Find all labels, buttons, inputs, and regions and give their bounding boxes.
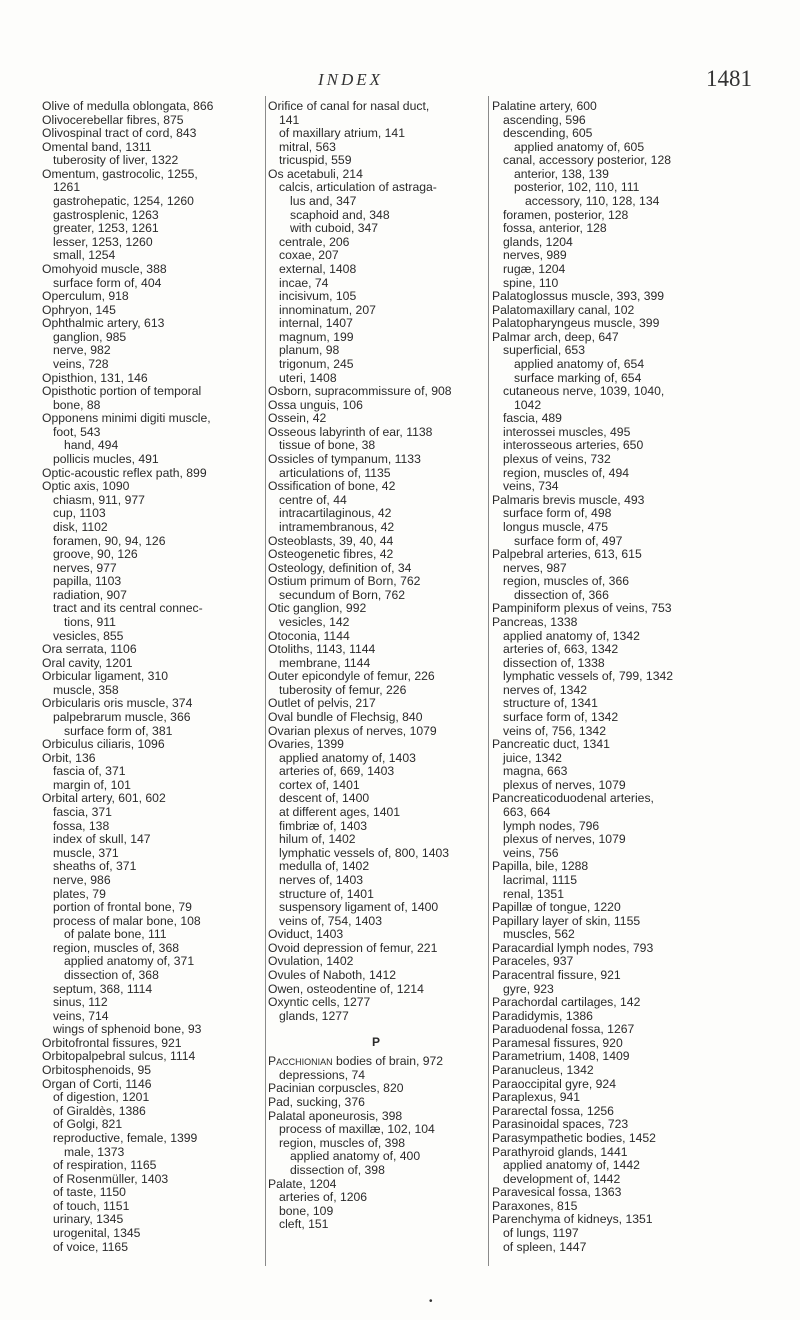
index-entry: tions, 911 — [64, 614, 116, 629]
index-entry: applied anatomy of, 605 — [514, 139, 645, 154]
index-entry: papilla, 1103 — [53, 574, 122, 589]
index-entry: Palatine artery, 600 — [492, 100, 597, 113]
index-entry: lacrimal, 1115 — [503, 872, 578, 887]
index-entry: surface marking of, 654 — [514, 370, 642, 385]
index-entry: intramembranous, 42 — [279, 519, 395, 534]
index-entry: applied anatomy of, 1403 — [279, 750, 416, 765]
index-entry: Ora serrata, 1106 — [42, 642, 137, 657]
index-entry: Parathyroid glands, 1441 — [492, 1144, 628, 1159]
index-entry: lymphatic vessels of, 800, 1403 — [279, 845, 450, 860]
index-entry: fascia of, 371 — [53, 764, 126, 779]
index-entry: Orbicular ligament, 310 — [42, 669, 168, 684]
index-entry: muscle, 371 — [53, 845, 119, 860]
index-entry: region, muscles of, 398 — [279, 1135, 406, 1150]
index-entry: calcis, articulation of astraga- — [279, 180, 437, 195]
index-entry: cup, 1103 — [53, 506, 106, 521]
index-entry: Olivospinal tract of cord, 843 — [42, 126, 197, 141]
index-entry: gastrohepatic, 1254, 1260 — [53, 194, 194, 209]
index-entry: plexus of veins, 732 — [503, 452, 611, 467]
index-entry: Ovulation, 1402 — [268, 954, 354, 969]
index-entry: Paracentral fissure, 921 — [492, 968, 621, 982]
index-entry: Paradidymis, 1386 — [492, 1008, 593, 1023]
index-entry: Osteology, definition of, 34 — [268, 560, 412, 575]
index-entry: veins, 756 — [503, 845, 559, 860]
index-entry: foramen, 90, 94, 126 — [53, 533, 166, 548]
index-entry: at different ages, 1401 — [279, 805, 401, 820]
index-entry: surface form of, 498 — [503, 506, 612, 521]
index-entry: surface form of, 381 — [64, 723, 173, 738]
index-entry: spine, 110 — [503, 275, 559, 290]
index-entry: Omental band, 1311 — [42, 139, 152, 154]
index-entry: of palate bone, 111 — [64, 927, 167, 942]
index-entry: Orbit, 136 — [42, 750, 96, 765]
index-entry: Paraduodenal fossa, 1267 — [492, 1022, 635, 1037]
index-entry: Operculum, 918 — [42, 289, 129, 304]
index-entry: internal, 1407 — [279, 316, 353, 331]
index-entry: Pancreatic duct, 1341 — [492, 737, 610, 752]
index-entry — [268, 1055, 484, 1069]
index-entry: palpebrarum muscle, 366 — [53, 710, 191, 725]
index-entry: Otoliths, 1143, 1144 — [268, 642, 376, 657]
index-entry: fossa, anterior, 128 — [503, 221, 607, 236]
index-entry: Ossicles of tympanum, 1133 — [268, 452, 421, 467]
index-entry: nerves of, 1403 — [279, 872, 364, 887]
index-entry: Ovules of Naboth, 1412 — [268, 968, 397, 982]
index-entry: applied anatomy of, 400 — [290, 1149, 421, 1164]
index-entry: male, 1373 — [64, 1144, 125, 1159]
index-entry: depressions, 74 — [279, 1067, 366, 1082]
index-entry: gastrosplenic, 1263 — [53, 207, 159, 222]
index-entry: descent of, 1400 — [279, 791, 370, 806]
index-entry: arteries of, 669, 1403 — [279, 764, 395, 779]
index-entry-text: bodies of brain, 972 — [332, 1054, 444, 1069]
index-entry: surface form of, 1342 — [503, 710, 619, 725]
index-entry: Parametrium, 1408, 1409 — [492, 1049, 630, 1064]
index-entry: Orbitosphenoids, 95 — [42, 1063, 152, 1078]
index-entry: gyre, 923 — [503, 981, 554, 996]
index-entry: lymphatic vessels of, 799, 1342 — [503, 669, 674, 684]
index-entries-p — [268, 1069, 484, 1232]
index-entry: foramen, posterior, 128 — [503, 207, 629, 222]
index-entry: Olive of medulla oblongata, 866 — [42, 100, 214, 113]
index-entry: renal, 1351 — [503, 886, 564, 901]
index-entry: small, 1254 — [53, 248, 116, 263]
index-entry: Paraxones, 815 — [492, 1198, 578, 1213]
index-entry: Palatomaxillary canal, 102 — [492, 302, 635, 317]
footer-mark: • — [429, 1296, 433, 1307]
index-entry: Osseous labyrinth of ear, 1138 — [268, 424, 433, 439]
index-entry: trigonum, 245 — [279, 356, 354, 371]
index-entry: external, 1408 — [279, 261, 357, 276]
index-entry: Pampiniform plexus of veins, 753 — [492, 601, 672, 616]
index-entry: Pararectal fossa, 1256 — [492, 1103, 614, 1118]
index-entry: bone, 88 — [53, 397, 101, 412]
index-entry: development of, 1442 — [503, 1171, 621, 1186]
index-entry: Pad, sucking, 376 — [268, 1095, 365, 1110]
index-entry: coxae, 207 — [279, 248, 339, 263]
index-entry: margin of, 101 — [53, 777, 131, 792]
index-entry: intracartilaginous, 42 — [279, 506, 392, 521]
index-entry: Paraceles, 937 — [492, 954, 574, 969]
index-entry: of lungs, 1197 — [503, 1225, 579, 1240]
index-column-1 — [42, 100, 262, 1280]
index-entry: Orbicularis oris muscle, 374 — [42, 696, 193, 711]
index-entry: Olivocerebellar fibres, 875 — [42, 112, 184, 127]
index-entry: anterior, 138, 139 — [514, 166, 609, 181]
index-entry: dissection of, 366 — [514, 587, 609, 602]
index-entry: of respiration, 1165 — [53, 1158, 157, 1173]
index-entry: foot, 543 — [53, 424, 101, 439]
index-entry: posterior, 102, 110, 111 — [514, 180, 640, 195]
index-entry: Orbiculus ciliaris, 1096 — [42, 737, 165, 752]
index-entry: Palatal aponeurosis, 398 — [268, 1108, 403, 1123]
index-entry: of Golgi, 821 — [53, 1117, 123, 1132]
index-entry: vesicles, 855 — [53, 628, 124, 643]
index-entry: glands, 1204 — [503, 234, 573, 249]
index-entry: Outlet of pelvis, 217 — [268, 696, 376, 711]
section-letter: P — [371, 1035, 380, 1050]
index-entry: tissue of bone, 38 — [279, 438, 376, 453]
page-header — [0, 66, 800, 100]
index-entry: region, muscles of, 366 — [503, 574, 630, 589]
index-entry: 1042 — [514, 397, 542, 412]
index-entry: fossa, 138 — [53, 818, 110, 833]
index-entry: cutaneous nerve, 1039, 1040, — [503, 384, 665, 399]
index-entries-o — [268, 100, 484, 1023]
index-entry: Parenchyma of kidneys, 1351 — [492, 1212, 653, 1227]
index-entry: urinary, 1345 — [53, 1212, 124, 1227]
index-entry: of Rosenmüller, 1403 — [53, 1171, 169, 1186]
index-entry: Paranucleus, 1342 — [492, 1063, 594, 1078]
index-entry: vesicles, 142 — [279, 614, 350, 629]
index-entry: Parasinoidal spaces, 723 — [492, 1117, 629, 1132]
index-entry: bone, 109 — [279, 1203, 334, 1218]
column-divider — [265, 96, 266, 1266]
index-entry: tricuspid, 559 — [279, 153, 352, 168]
index-entry: muscles, 562 — [503, 927, 575, 942]
index-entry: planum, 98 — [279, 343, 340, 358]
index-entry: of taste, 1150 — [53, 1185, 126, 1200]
index-entry: groove, 90, 126 — [53, 547, 138, 562]
index-entry: fascia, 489 — [503, 411, 562, 426]
index-entry: region, muscles of, 368 — [53, 940, 180, 955]
index-entry: Palmaris brevis muscle, 493 — [492, 492, 645, 507]
index-entry: Ovaries, 1399 — [268, 737, 344, 752]
index-entry: Paraplexus, 941 — [492, 1090, 581, 1105]
index-entry: of Giraldès, 1386 — [53, 1103, 146, 1118]
index-entry: of digestion, 1201 — [53, 1090, 150, 1105]
index-entry: Omentum, gastrocolic, 1255, — [42, 166, 198, 181]
index-entry: nerves, 987 — [503, 560, 567, 575]
index-entry: chiasm, 911, 977 — [53, 492, 145, 507]
index-entry: incisivum, 105 — [279, 289, 357, 304]
index-entry: uteri, 1408 — [279, 370, 337, 385]
index-entry: 141 — [279, 112, 300, 127]
index-entry: Orbitopalpebral sulcus, 1114 — [42, 1049, 196, 1064]
index-entry: nerve, 982 — [53, 343, 111, 358]
index-entry: scaphoid and, 348 — [290, 207, 390, 222]
index-entry: index of skull, 147 — [53, 832, 151, 847]
index-entry: veins of, 754, 1403 — [279, 913, 382, 928]
index-entry: disk, 1102 — [53, 519, 108, 534]
index-entry: Ossification of bone, 42 — [268, 479, 396, 494]
index-entry: Omohyoid muscle, 388 — [42, 261, 167, 276]
index-entry: veins, 734 — [503, 479, 559, 494]
running-title: INDEX — [318, 70, 384, 89]
index-entry: arteries of, 663, 1342 — [503, 642, 619, 657]
index-entry: Paravesical fossa, 1363 — [492, 1185, 622, 1200]
index-entry: Otic ganglion, 992 — [268, 601, 367, 616]
index-entry: Papillary layer of skin, 1155 — [492, 913, 641, 928]
index-entry: with cuboid, 347 — [290, 221, 379, 236]
index-entry: arteries of, 1206 — [279, 1190, 368, 1205]
index-entry: Parasympathetic bodies, 1452 — [492, 1130, 656, 1145]
index-entry: Palpebral arteries, 613, 615 — [492, 547, 642, 562]
index-entry: nerves of, 1342 — [503, 682, 588, 697]
index-entry: interosseous arteries, 650 — [503, 438, 644, 453]
index-entry: Parachordal cartilages, 142 — [492, 995, 641, 1010]
index-entry: mitral, 563 — [279, 139, 336, 154]
index-entry: of maxillary atrium, 141 — [279, 126, 405, 141]
index-entry: lymph nodes, 796 — [503, 818, 600, 833]
index-entry: ascending, 596 — [503, 112, 586, 127]
index-entry: Optic axis, 1090 — [42, 479, 130, 494]
index-entry: magnum, 199 — [279, 329, 354, 344]
index-entry: Pancreas, 1338 — [492, 614, 578, 629]
index-entry: sheaths of, 371 — [53, 859, 137, 874]
index-entry: nerves, 977 — [53, 560, 117, 575]
index-entry: applied anatomy of, 654 — [514, 356, 645, 371]
index-entry: Paracardial lymph nodes, 793 — [492, 940, 654, 955]
index-entry: applied anatomy of, 371 — [64, 954, 195, 969]
index-entry: Ophryon, 145 — [42, 302, 116, 317]
index-entry: surface form of, 404 — [53, 275, 162, 290]
index-entry: Osteogenetic fibres, 42 — [268, 547, 394, 562]
index-entry: fimbriæ of, 1403 — [279, 818, 368, 833]
index-entry: septum, 368, 1114 — [53, 981, 153, 996]
index-entry: reproductive, female, 1399 — [53, 1130, 198, 1145]
index-entry: Ossa unguis, 106 — [268, 397, 363, 412]
index-entry: Palate, 1204 — [268, 1176, 337, 1191]
index-entry: magna, 663 — [503, 764, 568, 779]
index-entry: juice, 1342 — [503, 750, 562, 765]
index-entry: membrane, 1144 — [279, 655, 371, 670]
index-entry: superficial, 653 — [503, 343, 585, 358]
index-entry: hilum of, 1402 — [279, 832, 356, 847]
index-entry: Osteoblasts, 39, 40, 44 — [268, 533, 394, 548]
index-entry: secundum of Born, 762 — [279, 587, 406, 602]
index-entry: structure of, 1401 — [279, 886, 374, 901]
index-entry: fascia, 371 — [53, 805, 112, 820]
index-entry: interossei muscles, 495 — [503, 424, 631, 439]
index-entry: ganglion, 985 — [53, 329, 127, 344]
index-entry: Optic-acoustic reflex path, 899 — [42, 465, 207, 480]
index-entry: wings of sphenoid bone, 93 — [53, 1022, 202, 1037]
index-entry: Ostium primum of Born, 762 — [268, 574, 421, 589]
index-entry: Osborn, supracommissure of, 908 — [268, 384, 452, 399]
index-entry: tuberosity of liver, 1322 — [53, 153, 179, 168]
index-entry: articulations of, 1135 — [279, 465, 391, 480]
index-entry: medulla of, 1402 — [279, 859, 370, 874]
index-entry: sinus, 112 — [53, 995, 108, 1010]
index-entry: of touch, 1151 — [53, 1198, 130, 1213]
index-entry: Palatopharyngeus muscle, 399 — [492, 316, 660, 331]
index-entry: glands, 1277 — [279, 1008, 349, 1023]
index-entry: dissection of, 1338 — [503, 655, 605, 670]
index-entry: muscle, 358 — [53, 682, 119, 697]
index-entry: process of malar bone, 108 — [53, 913, 201, 928]
index-entry: 663, 664 — [503, 805, 551, 820]
index-entry: Orbital artery, 601, 602 — [42, 791, 166, 806]
index-entry: Palatoglossus muscle, 393, 399 — [492, 289, 665, 304]
index-entry: applied anatomy of, 1342 — [503, 628, 640, 643]
index-entry: hand, 494 — [64, 438, 119, 453]
index-entry: Opponens minimi digiti muscle, — [42, 411, 211, 426]
index-entry-headword: Pacchionian — [268, 1054, 333, 1069]
index-entry: Orifice of canal for nasal duct, — [268, 100, 430, 113]
index-entry: Palmar arch, deep, 647 — [492, 329, 619, 344]
index-entry: plates, 79 — [53, 886, 106, 901]
index-entry: of spleen, 1447 — [503, 1239, 587, 1254]
index-entry: Opisthotic portion of temporal — [42, 384, 202, 399]
index-entry: veins of, 756, 1342 — [503, 723, 606, 738]
index-entry: plexus of nerves, 1079 — [503, 777, 626, 792]
index-entry: Os acetabuli, 214 — [268, 166, 363, 181]
index-entry: Ophthalmic artery, 613 — [42, 316, 165, 331]
index-column-2 — [268, 100, 484, 1280]
index-entry: urogenital, 1345 — [53, 1225, 141, 1240]
index-entry: region, muscles of, 494 — [503, 465, 630, 480]
index-entry: radiation, 907 — [53, 587, 127, 602]
index-entry: Ovarian plexus of nerves, 1079 — [268, 723, 437, 738]
index-entry: Paramesal fissures, 920 — [492, 1035, 623, 1050]
index-entry: Outer epicondyle of femur, 226 — [268, 669, 435, 684]
index-entry: process of maxillæ, 102, 104 — [279, 1122, 435, 1137]
index-entry: canal, accessory posterior, 128 — [503, 153, 672, 168]
index-entry: dissection of, 368 — [64, 968, 159, 982]
index-entry: suspensory ligament of, 1400 — [279, 900, 439, 915]
index-entry: lesser, 1253, 1260 — [53, 234, 153, 249]
index-entry: innominatum, 207 — [279, 302, 376, 317]
index-entry: Oviduct, 1403 — [268, 927, 344, 942]
index-entry: Orbitofrontal fissures, 921 — [42, 1035, 182, 1050]
index-entry: descending, 605 — [503, 126, 593, 141]
index-entry: surface form of, 497 — [514, 533, 623, 548]
index-entry: pollicis mucles, 491 — [53, 452, 159, 467]
index-entry: portion of frontal bone, 79 — [53, 900, 192, 915]
index-entry: tract and its central connec- — [53, 601, 203, 616]
index-entry: Paraoccipital gyre, 924 — [492, 1076, 616, 1091]
index-entry: Oval bundle of Flechsig, 840 — [268, 710, 423, 725]
index-entry: lus and, 347 — [290, 194, 357, 209]
index-entry: nerves, 989 — [503, 248, 567, 263]
index-entry: of voice, 1165 — [53, 1239, 128, 1254]
index-entry: centre of, 44 — [279, 492, 347, 507]
index-entry: dissection of, 398 — [290, 1162, 385, 1177]
index-entry: Owen, osteodentine of, 1214 — [268, 981, 424, 996]
index-entry: Papilla, bile, 1288 — [492, 859, 589, 874]
index-entry: veins, 714 — [53, 1008, 109, 1023]
index-entry: greater, 1253, 1261 — [53, 221, 159, 236]
index-entry: Oral cavity, 1201 — [42, 655, 133, 670]
index-entry: cortex of, 1401 — [279, 777, 360, 792]
page-number: 1481 — [706, 66, 752, 91]
index-entry: 1261 — [53, 180, 81, 195]
index-entry: applied anatomy of, 1442 — [503, 1158, 640, 1173]
index-entry: nerve, 986 — [53, 872, 111, 887]
index-entry: Pancreaticoduodenal arteries, — [492, 791, 654, 806]
index-entry: longus muscle, 475 — [503, 519, 609, 534]
index-entry: cleft, 151 — [279, 1217, 329, 1232]
index-entry: Pacinian corpuscles, 820 — [268, 1081, 404, 1096]
index-entry: structure of, 1341 — [503, 696, 598, 711]
index-entry: incae, 74 — [279, 275, 329, 290]
column-divider — [488, 96, 489, 1266]
index-entry: rugæ, 1204 — [503, 261, 566, 276]
index-entry: Papillæ of tongue, 1220 — [492, 900, 621, 915]
index-entry: plexus of nerves, 1079 — [503, 832, 626, 847]
index-entry: tuberosity of femur, 226 — [279, 682, 407, 697]
index-entry: accessory, 110, 128, 134 — [525, 194, 660, 209]
index-entry: Ossein, 42 — [268, 411, 327, 426]
index-entry: Ovoid depression of femur, 221 — [268, 940, 438, 955]
index-entry: veins, 728 — [53, 356, 109, 371]
index-column-3 — [492, 100, 764, 1280]
index-entry: Organ of Corti, 1146 — [42, 1076, 152, 1091]
index-entry: Otoconia, 1144 — [268, 628, 350, 643]
index-entry: Oxyntic cells, 1277 — [268, 995, 371, 1010]
index-entry: centrale, 206 — [279, 234, 350, 249]
index-entry: Opisthion, 131, 146 — [42, 370, 148, 385]
